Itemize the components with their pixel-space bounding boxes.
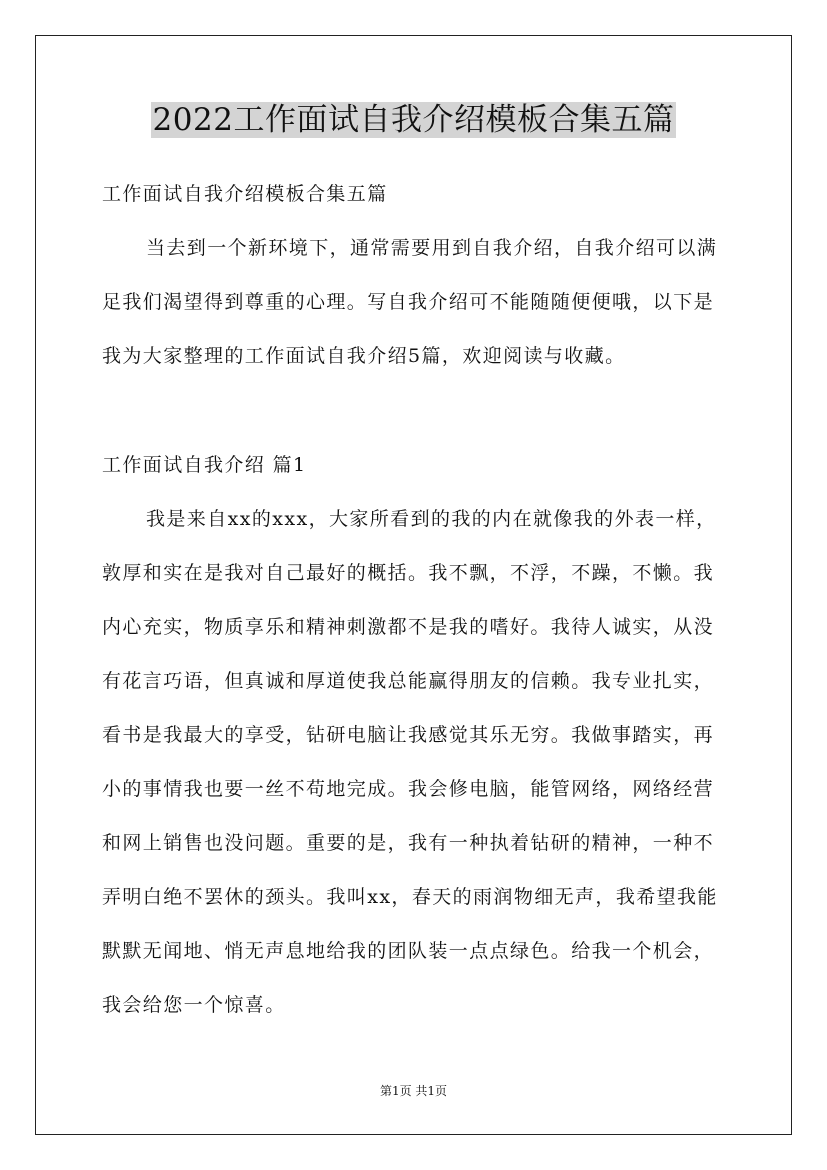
- intro-line: 当去到一个新环境下，通常需要用到自我介绍，自我介绍可以满: [146, 237, 718, 259]
- intro-line: 我为大家整理的工作面试自我介绍5篇，欢迎阅读与收藏。: [102, 345, 626, 367]
- body-line: 小的事情我也要一丝不苟地完成。我会修电脑，能管网络，网络经营: [102, 778, 715, 800]
- document-title-block: [0, 98, 827, 142]
- page-footer: 第1页 共1页: [379, 1084, 448, 1098]
- body-line: 敦厚和实在是我对自己最好的概括。我不飘，不浮，不躁，不懒。我: [102, 562, 715, 584]
- body-line: 默默无闻地、悄无声息地给我的团队装一点点绿色。给我一个机会，: [102, 940, 715, 962]
- body-line: 看书是我最大的享受，钻研电脑让我感觉其乐无穷。我做事踏实，再: [102, 724, 715, 746]
- body-line: 内心充实，物质享乐和精神刺激都不是我的嗜好。我待人诚实，从没: [102, 616, 715, 638]
- body-line: 我是来自xx的xxx，大家所看到的我的内在就像我的外表一样，: [146, 508, 717, 530]
- body-line: 弄明白绝不罢休的颈头。我叫xx，春天的雨润物细无声，我希望我能: [102, 886, 718, 908]
- body-line: 有花言巧语，但真诚和厚道使我总能赢得朋友的信赖。我专业扎实，: [102, 670, 715, 692]
- section-heading: 工作面试自我介绍 篇1: [102, 454, 307, 476]
- body-line: 和网上销售也没问题。重要的是，我有一种执着钻研的精神，一种不: [102, 832, 715, 854]
- intro-line: 足我们渴望得到尊重的心理。写自我介绍可不能随随便便哦，以下是: [102, 291, 715, 313]
- document-title: 2022工作面试自我介绍模板合集五篇: [152, 102, 675, 138]
- document-subtitle: 工作面试自我介绍模板合集五篇: [102, 183, 388, 205]
- body-line: 我会给您一个惊喜。: [102, 994, 286, 1016]
